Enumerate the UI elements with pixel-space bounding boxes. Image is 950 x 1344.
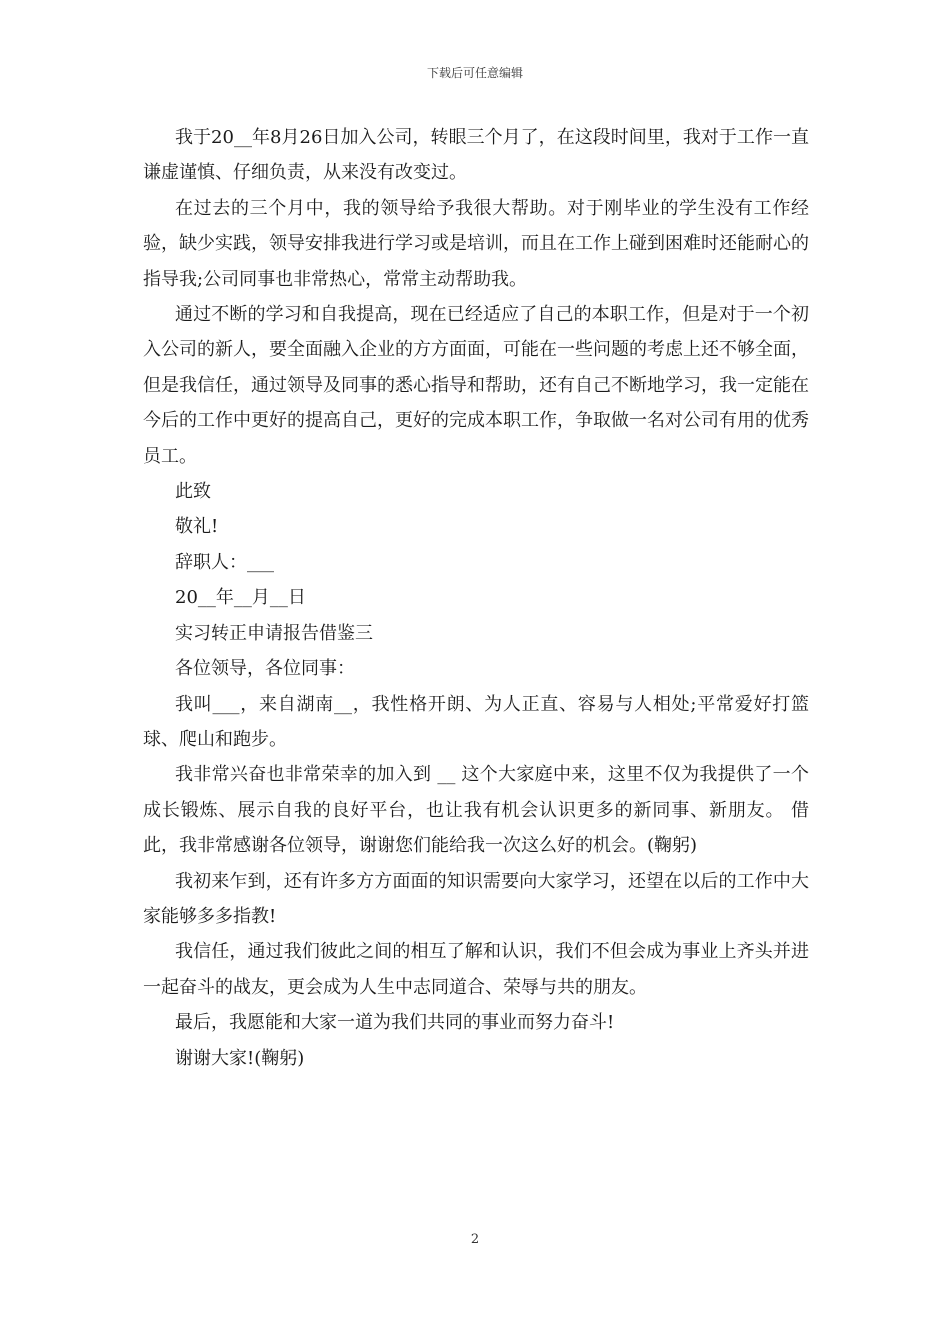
paragraph-leader-help: 在过去的三个月中，我的领导给予我很大帮助。对于刚毕业的学生没有工作经验，缺少实践，领导安排我进行学习或是培训，而且在工作上碰到困难时还能耐心的指导我;公司同事也非常热心，常常主动帮助我。 [143, 197, 809, 290]
paragraph-self-improvement: 通过不断的学习和自我提高，现在已经适应了自己的本职工作，但是对于一个初入公司的新人，要全面融入企业的方方面面，可能在一些问题的考虑上还不够全面，但是我信任，通过领导及同事的悉心指导和帮助，还有自己不断地学习，我一定能在今后的工作中更好的提高自己，更好的完成本职工作，争取做一名对公司有用的优秀员工。 [143, 304, 809, 467]
header-note: 下载后可任意编辑 [426, 66, 523, 80]
closing-regards: 敬礼! [175, 516, 219, 538]
page-number: 2 [470, 1232, 480, 1247]
paragraph-trust: 我信任，通过我们彼此之间的相互了解和认识，我们不但会成为事业上齐头并进一起奋斗的战友，更会成为人生中志同道合、荣辱与共的朋友。 [143, 941, 809, 998]
paragraph-introduction: 我叫___，来自湖南__，我性格开朗、为人正直、容易与人相处;平常爱好打篮球、爬山和跑步。 [143, 693, 809, 750]
paragraph-join-date: 我于20__年8月26日加入公司，转眼三个月了，在这段时间里，我对于工作一直谦虚谨慎、仔细负责，从来没有改变过。 [143, 127, 809, 184]
paragraph-final: 最后，我愿能和大家一道为我们共同的事业而努力奋斗! [175, 1012, 615, 1034]
paragraph-thanks: 谢谢大家!(鞠躬) [175, 1047, 305, 1069]
closing-salutation: 此致 [175, 481, 211, 503]
date-line: 20__年__月__日 [175, 587, 306, 609]
paragraph-gratitude: 我非常兴奋也非常荣幸的加入到 __ 这个大家庭中来，这里不仅为我提供了一个成长锻炼、展示自我的良好平台，也让我有机会认识更多的新同事、新朋友。 借此，我非常感谢各位领导，谢谢您们能给我一次这么好的机会。(鞠躬) [143, 764, 809, 857]
paragraph-learning: 我初来乍到，还有许多方方面面的知识需要向大家学习，还望在以后的工作中大家能够多多指教! [143, 870, 809, 927]
section-title: 实习转正申请报告借鉴三 [175, 622, 373, 644]
document-body [143, 120, 809, 1076]
signature-line: 辞职人：___ [175, 551, 274, 573]
greeting: 各位领导，各位同事： [175, 658, 355, 680]
